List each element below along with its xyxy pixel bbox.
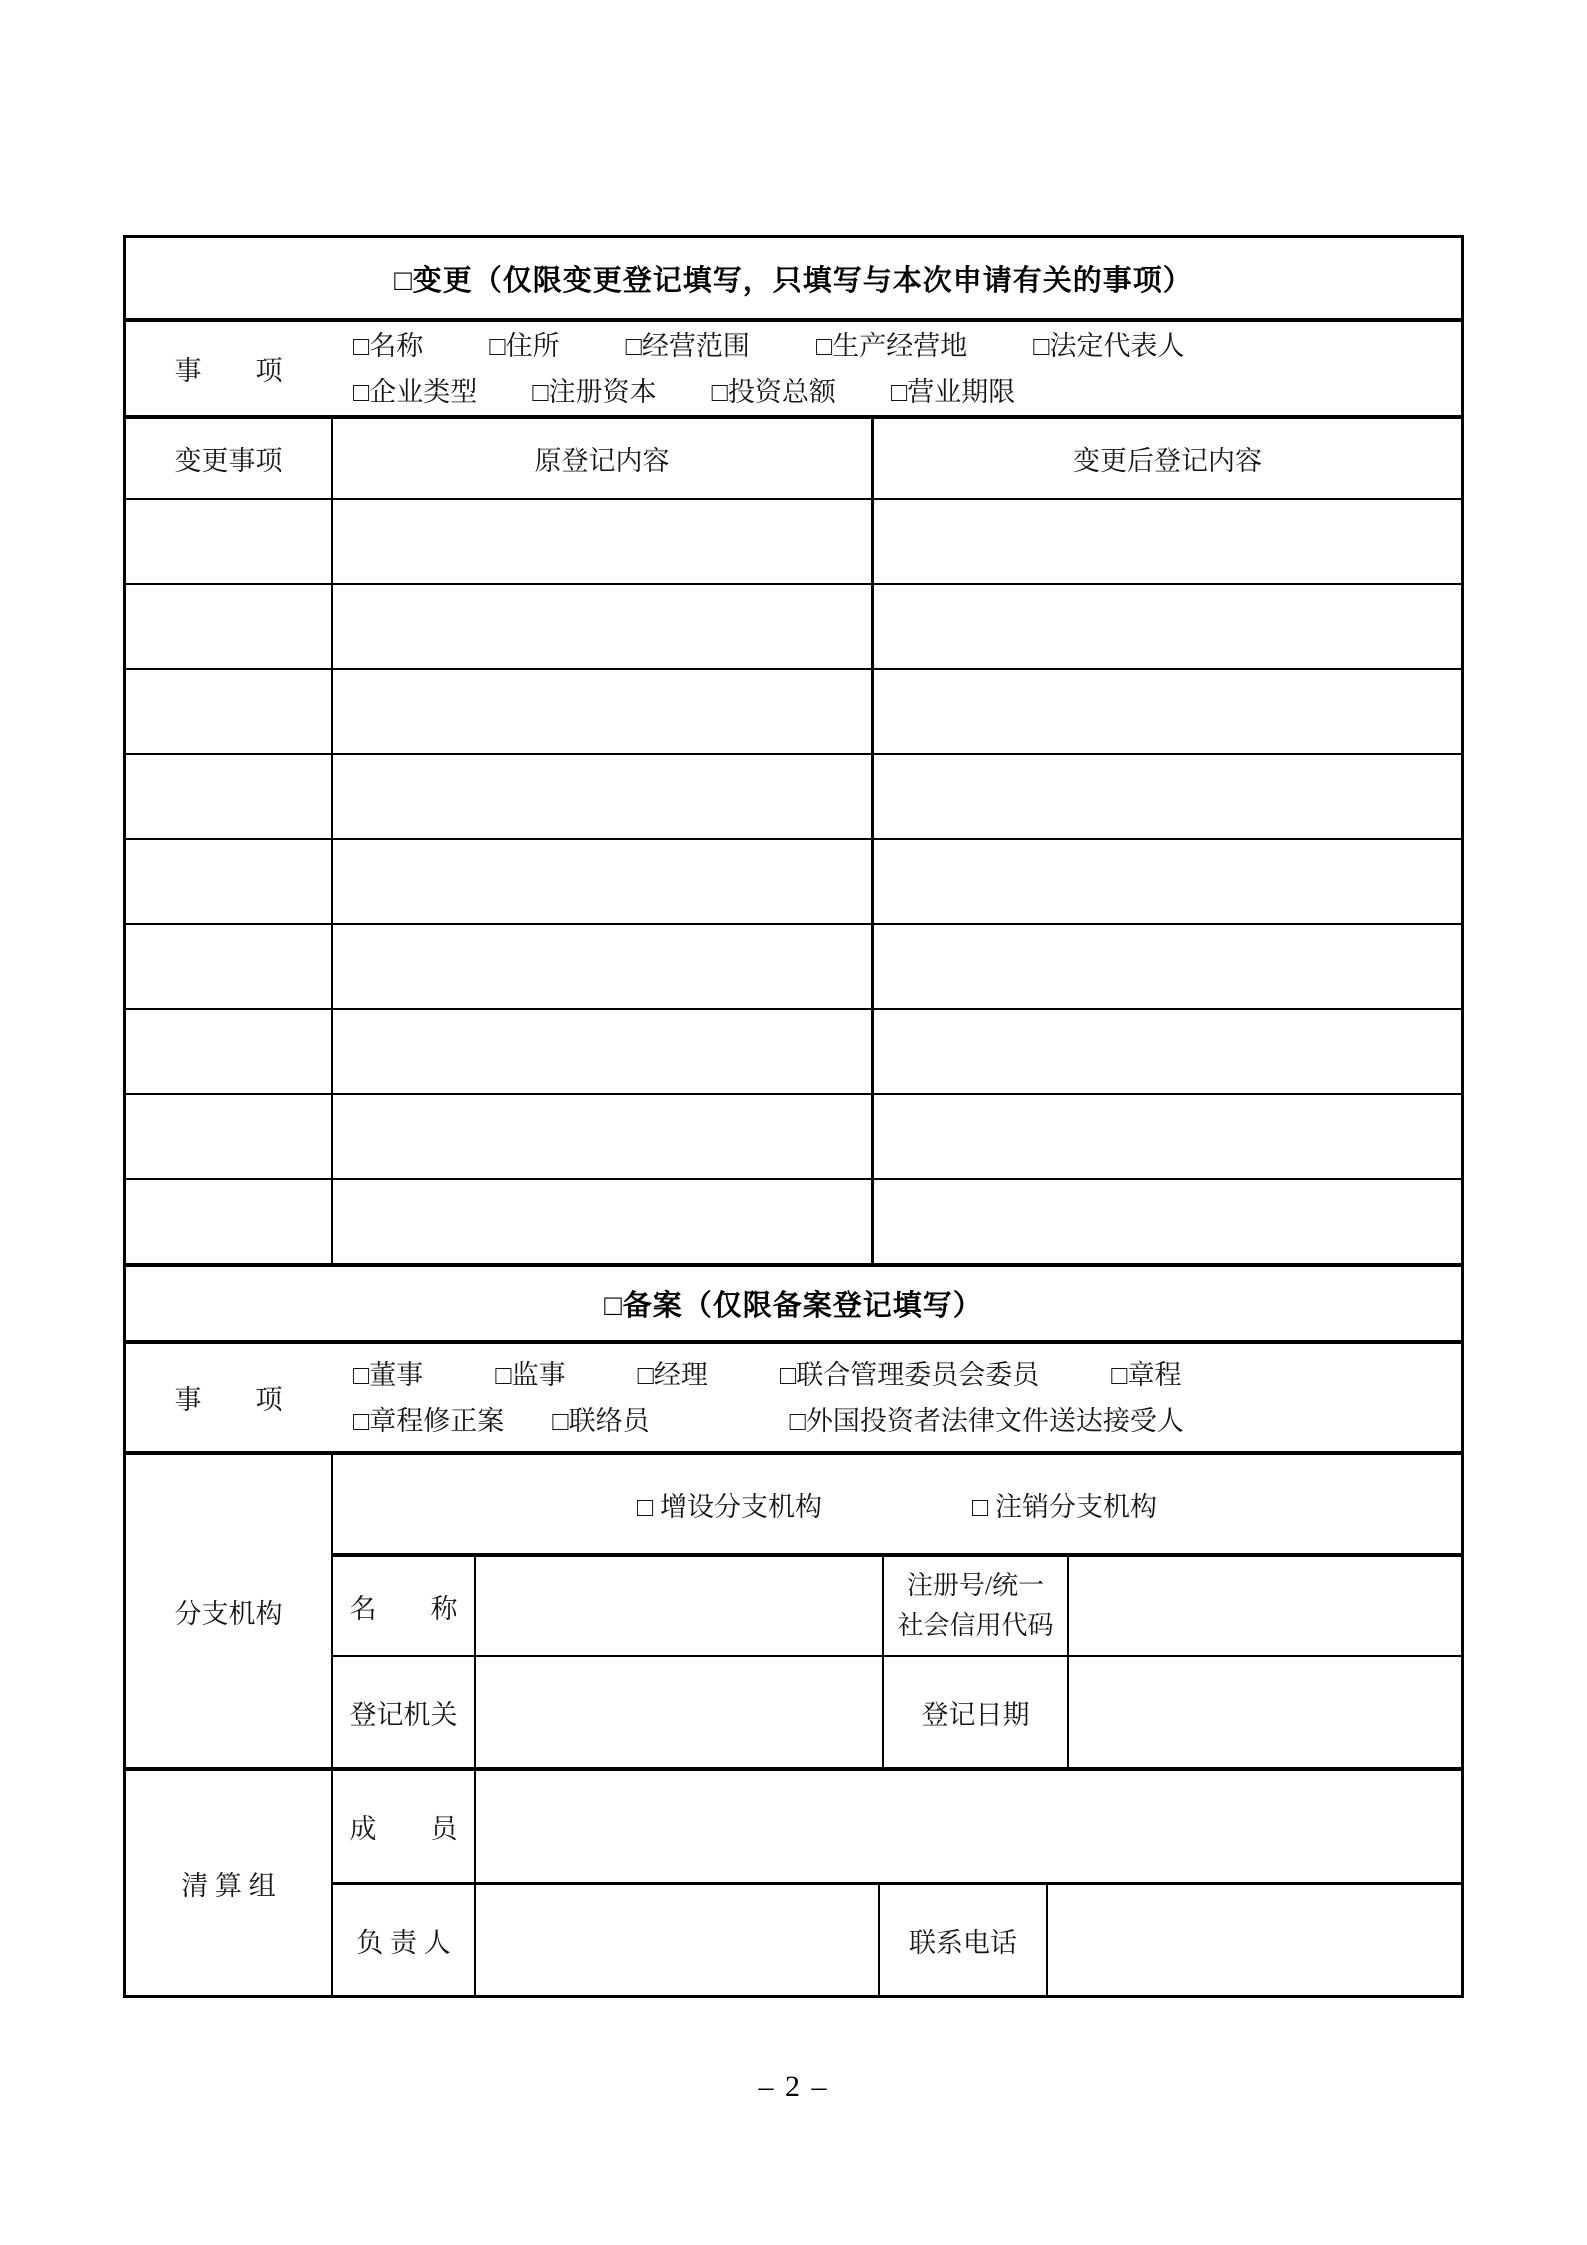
change-empty-row-5 [126,838,1461,923]
change-empty-row-7 [126,1008,1461,1093]
branch-label-cell [126,1455,331,1767]
change-items-label-cell [126,322,331,415]
checkbox-item-name: □名称 [353,330,424,361]
checkbox-item-add-branch: □ 增设分支机构 [636,1491,822,1522]
empty-item-cell [126,1095,331,1178]
checkbox-item-production-site: □生产经营地 [815,330,968,361]
empty-after-cell [871,500,1461,583]
liquidation-head-label: 负 责 人 [356,1927,451,1958]
page-number: – 2 – [758,2070,829,2103]
empty-item-cell [126,670,331,753]
change-table-header-row [126,415,1461,498]
change-empty-row-9 [126,1178,1461,1263]
liquidation-label: 清 算 组 [181,1870,276,1901]
branch-regno-value-cell [1067,1557,1461,1655]
filing-items-content [331,1344,1461,1451]
checkbox-item-cancel-branch: □ 注销分支机构 [972,1491,1158,1522]
empty-before-cell [331,755,871,838]
registration-form-table [123,235,1464,1998]
branch-authority-value-cell [474,1657,882,1767]
filing-title-text: □备案（仅限备案登记填写） [604,1290,983,1322]
branch-name-label-cell [333,1557,474,1655]
branch-regno-label [897,1566,1053,1646]
checkbox-item-total-investment: □投资总额 [711,376,836,407]
liquidation-phone-value-cell [1046,1885,1461,1995]
change-items-label: 事 项 [174,356,283,386]
checkbox-item-enterprise-type: □企业类型 [353,376,478,407]
checkbox-item-articles-amendment: □章程修正案 [353,1405,505,1436]
liquidation-members-label-cell [333,1771,474,1882]
change-items-line2 [353,369,1461,415]
empty-item-cell [126,755,331,838]
liquidation-members-label: 成 员 [349,1814,458,1844]
liquidation-phone-label-cell [878,1885,1046,1995]
empty-after-cell [871,925,1461,1008]
branch-authority-label: 登记机关 [349,1699,458,1730]
checkbox-item-scope: □经营范围 [625,330,750,361]
change-empty-row-4 [126,753,1461,838]
branch-name-value-cell [474,1557,882,1655]
branch-options-row [333,1455,1461,1553]
header-change-item: 变更事项 [174,446,283,476]
liquidation-group-row [126,1767,1461,1995]
liquidation-members-row [333,1771,1461,1882]
empty-item-cell [126,840,331,923]
checkbox-item-foreign-legal-doc-recipient: □外国投资者法律文件送达接受人 [789,1405,1184,1436]
empty-after-cell [871,840,1461,923]
empty-after-cell [871,1010,1461,1093]
change-empty-row-3 [126,668,1461,753]
empty-after-cell [871,585,1461,668]
checkbox-item-legal-rep: □法定代表人 [1033,330,1185,361]
empty-before-cell [331,500,871,583]
header-after: 变更后登记内容 [1073,446,1262,476]
liquidation-head-label-cell [333,1885,474,1995]
header-change-item-cell [126,419,331,498]
liquidation-phone-label: 联系电话 [909,1927,1017,1958]
change-items-content [331,322,1461,415]
liquidation-label-cell [126,1771,331,1995]
empty-before-cell [331,840,871,923]
branch-inner-table [331,1455,1461,1767]
checkbox-item-articles: □章程 [1111,1359,1182,1390]
change-empty-row-6 [126,923,1461,1008]
branch-regno-label-line1: 注册号/统一 [906,1571,1045,1600]
empty-item-cell [126,1180,331,1263]
filing-items-line2 [353,1398,1461,1444]
branch-authority-label-cell [333,1657,474,1767]
empty-after-cell [871,670,1461,753]
change-empty-row-1 [126,498,1461,583]
checkbox-item-registered-capital: □注册资本 [532,376,657,407]
branch-label: 分支机构 [174,1598,283,1629]
empty-after-cell [871,1095,1461,1178]
empty-item-cell [126,925,331,1008]
filing-items-row [126,1340,1461,1451]
change-items-row [126,318,1461,415]
filing-items-line1 [353,1352,1461,1398]
empty-before-cell [331,585,871,668]
change-empty-row-2 [126,583,1461,668]
branch-date-label-cell [882,1657,1067,1767]
checkbox-item-director: □董事 [353,1359,424,1390]
checkbox-item-manager: □经理 [637,1359,708,1390]
empty-item-cell [126,500,331,583]
empty-item-cell [126,585,331,668]
branch-group-row [126,1451,1461,1767]
empty-before-cell [331,670,871,753]
filing-items-label-cell [126,1344,331,1451]
checkbox-item-business-term: □营业期限 [890,376,1016,407]
branch-name-label: 名 称 [349,1593,458,1624]
change-section-title [126,238,1461,318]
branch-date-value-cell [1067,1657,1461,1767]
empty-after-cell [871,1180,1461,1263]
liquidation-head-value-cell [474,1885,878,1995]
empty-after-cell [871,755,1461,838]
filing-section-title [126,1263,1461,1340]
empty-before-cell [331,925,871,1008]
branch-regno-label-line2: 社会信用代码 [897,1611,1054,1640]
checkbox-item-joint-committee: □联合管理委员会委员 [779,1359,1040,1390]
empty-before-cell [331,1010,871,1093]
checkbox-item-supervisor: □监事 [495,1359,566,1390]
branch-name-row [333,1553,1461,1655]
empty-item-cell [126,1010,331,1093]
header-before-cell [331,419,871,498]
filing-items-label: 事 项 [174,1385,283,1415]
branch-regno-label-cell [882,1557,1067,1655]
liquidation-inner-table [331,1771,1461,1995]
checkbox-item-address: □住所 [489,330,560,361]
liquidation-members-value-cell [474,1771,1461,1882]
change-title-text: □变更（仅限变更登记填写，只填写与本次申请有关的事项） [394,264,1193,297]
header-after-cell [871,419,1461,498]
change-items-line1 [353,323,1461,369]
header-before: 原登记内容 [534,446,670,476]
liquidation-head-row [333,1882,1461,1995]
checkbox-item-liaison: □联络员 [552,1405,650,1436]
empty-before-cell [331,1095,871,1178]
branch-date-label: 登记日期 [921,1699,1030,1730]
branch-authority-row [333,1655,1461,1767]
change-empty-row-8 [126,1093,1461,1178]
empty-before-cell [331,1180,871,1263]
